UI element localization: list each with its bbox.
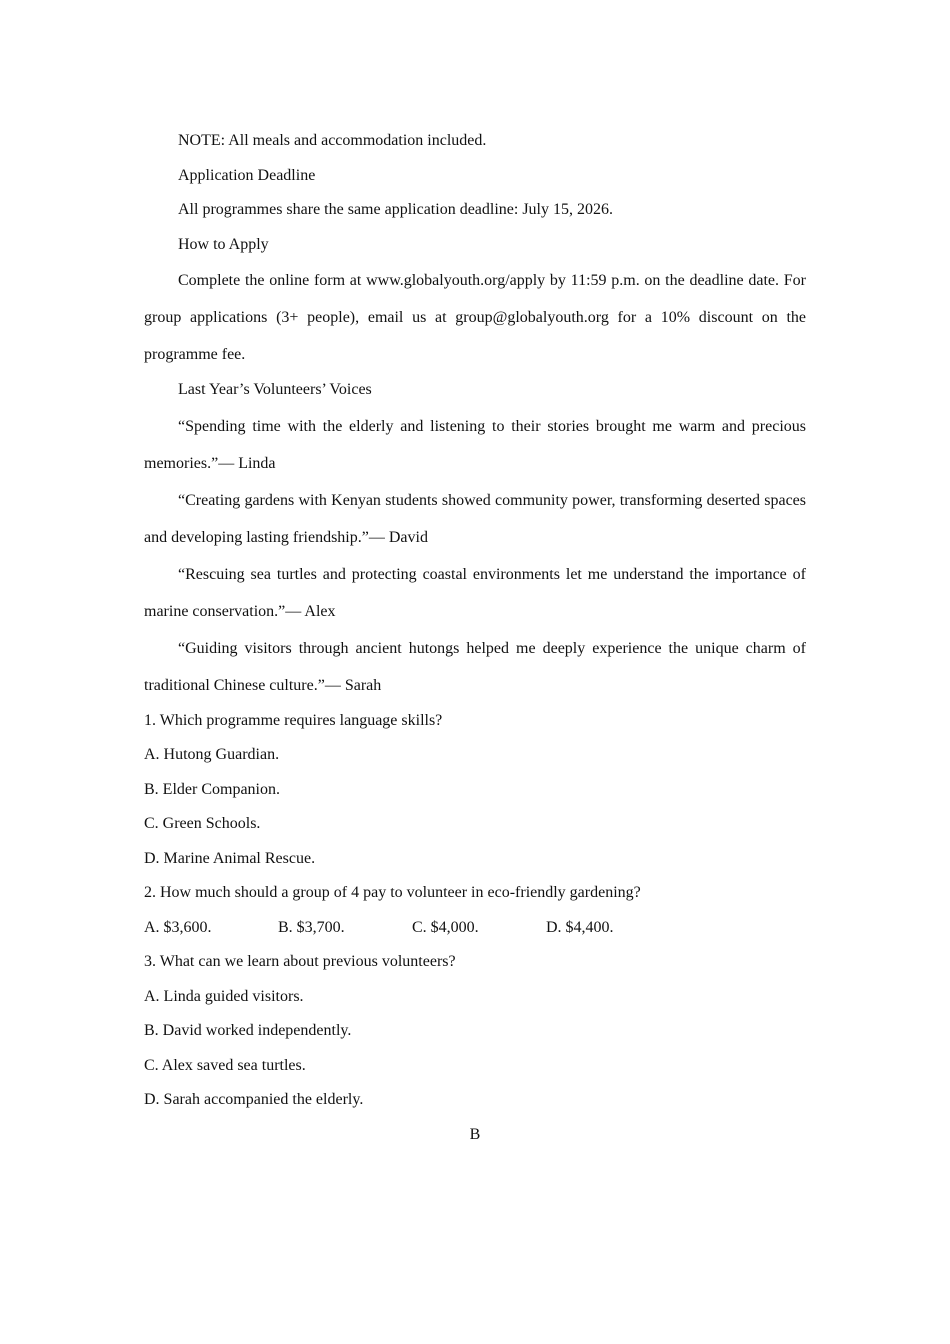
question-3-option-d: D. Sarah accompanied the elderly. bbox=[144, 1091, 364, 1108]
deadline-heading: Application Deadline bbox=[178, 166, 316, 184]
question-1-stem: 1. Which programme requires language skills? bbox=[144, 711, 443, 729]
question-2-stem: 2. How much should a group of 4 pay to volunteer in eco-friendly gardening? bbox=[144, 884, 641, 901]
deadline-text: All programmes share the same application deadline: July 15, 2026. bbox=[178, 201, 613, 218]
apply-heading: How to Apply bbox=[178, 235, 269, 253]
question-3-option-a: A. Linda guided visitors. bbox=[144, 987, 304, 1005]
section-b-heading: B bbox=[469, 1125, 481, 1143]
question-1-option-d: D. Marine Animal Rescue. bbox=[144, 849, 316, 867]
question-3-option-c: C. Alex saved sea turtles. bbox=[144, 1056, 306, 1074]
document-page bbox=[144, 124, 806, 1152]
question-3-stem: 3. What can we learn about previous volunteers? bbox=[144, 953, 456, 970]
quote-alex: “Rescuing sea turtles and protecting coastal environments let me understand the importance of marine conservation.”— Alex bbox=[144, 565, 806, 620]
quote-sarah: “Guiding visitors through ancient hutongs helped me deeply experience the unique charm of traditional Chinese culture.”— Sarah bbox=[144, 639, 806, 694]
question-1-option-a: A. Hutong Guardian. bbox=[144, 746, 280, 763]
quote-linda: “Spending time with the elderly and listening to their stories brought me warm and precious memories.”— Linda bbox=[144, 417, 806, 472]
question-2-option-d: D. $4,400. bbox=[546, 918, 614, 936]
question-2-option-c: C. $4,000. bbox=[412, 918, 479, 936]
quote-david: “Creating gardens with Kenyan students showed community power, transforming deserted spaces and developing lasting friendship.”— David bbox=[144, 491, 806, 546]
question-1-option-c: C. Green Schools. bbox=[144, 815, 261, 832]
apply-text: Complete the online form at www.globalyouth.org/apply by 11:59 p.m. on the deadline date. For group applications (3+ people), email us at group@globalyouth.org for a 10% discount on the programme fee. bbox=[144, 272, 806, 363]
meals-note: NOTE: All meals and accommodation included. bbox=[178, 132, 487, 149]
voices-heading: Last Year’s Volunteers’ Voices bbox=[178, 381, 372, 398]
question-2-option-a: A. $3,600. bbox=[144, 918, 212, 936]
question-2-option-b: B. $3,700. bbox=[278, 918, 345, 936]
question-1-option-b: B. Elder Companion. bbox=[144, 780, 280, 798]
question-3-option-b: B. David worked independently. bbox=[144, 1022, 352, 1039]
question-2-options bbox=[144, 911, 806, 946]
